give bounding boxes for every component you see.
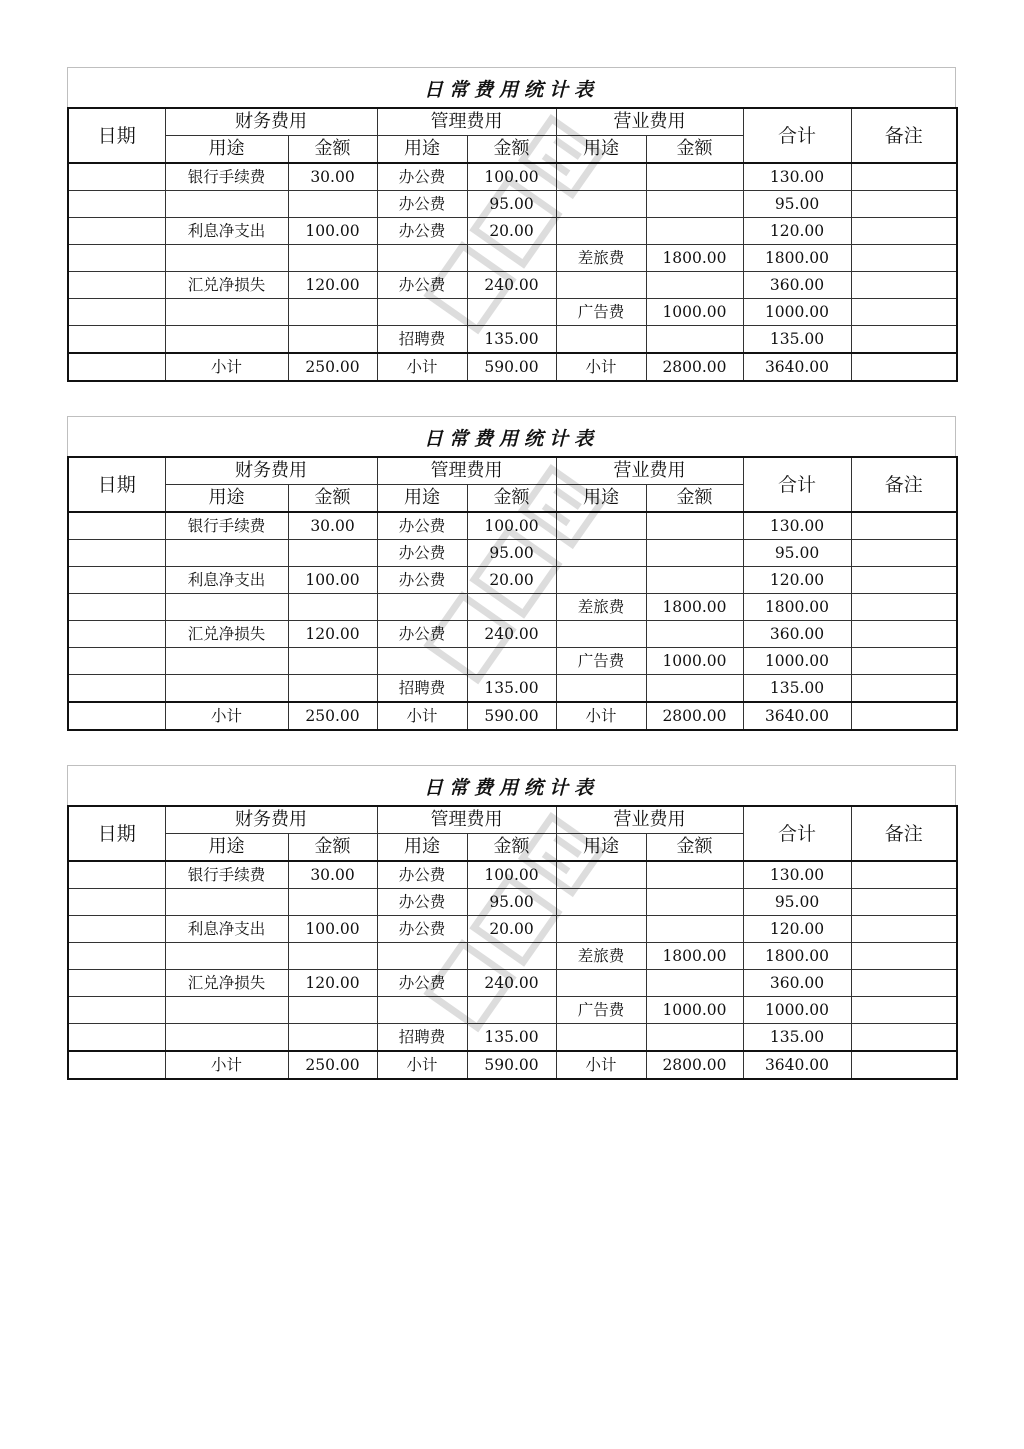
cell-management-use bbox=[377, 245, 467, 272]
table-row bbox=[68, 594, 957, 621]
cell-operating-use: 差旅费 bbox=[556, 245, 646, 272]
cell-management-use: 办公费 bbox=[377, 218, 467, 245]
cell-finance-amount: 30.00 bbox=[288, 512, 377, 540]
cell-management-subtotal-label: 小计 bbox=[377, 353, 467, 381]
cell-management-use: 办公费 bbox=[377, 191, 467, 218]
header-management-expense: 管理费用 bbox=[377, 108, 556, 136]
table-row bbox=[68, 861, 957, 889]
cell-management-use bbox=[377, 997, 467, 1024]
cell-management-use: 办公费 bbox=[377, 540, 467, 567]
cell-remark bbox=[851, 621, 957, 648]
cell-management-use bbox=[377, 299, 467, 326]
table-row bbox=[68, 299, 957, 326]
cell-remark bbox=[851, 997, 957, 1024]
cell-operating-amount bbox=[646, 675, 743, 703]
cell-operating-use bbox=[556, 326, 646, 354]
cell-finance-use bbox=[165, 191, 288, 218]
table-row bbox=[68, 943, 957, 970]
cell-management-subtotal-label: 小计 bbox=[377, 1051, 467, 1079]
cell-date bbox=[68, 916, 165, 943]
cell-finance-use: 银行手续费 bbox=[165, 163, 288, 191]
header-remark: 备注 bbox=[851, 108, 957, 163]
cell-total: 130.00 bbox=[743, 163, 851, 191]
cell-finance-amount bbox=[288, 191, 377, 218]
cell-finance-subtotal: 250.00 bbox=[288, 702, 377, 730]
cell-operating-use bbox=[556, 191, 646, 218]
cell-grand-total: 3640.00 bbox=[743, 353, 851, 381]
cell-finance-amount: 100.00 bbox=[288, 916, 377, 943]
cell-total: 1800.00 bbox=[743, 594, 851, 621]
cell-finance-amount bbox=[288, 997, 377, 1024]
cell-finance-amount: 100.00 bbox=[288, 567, 377, 594]
cell-remark bbox=[851, 191, 957, 218]
cell-remark bbox=[851, 702, 957, 730]
cell-operating-use bbox=[556, 621, 646, 648]
cell-remark bbox=[851, 861, 957, 889]
header-finance-use: 用途 bbox=[165, 136, 288, 164]
cell-management-subtotal: 590.00 bbox=[467, 1051, 556, 1079]
table-row bbox=[68, 648, 957, 675]
cell-management-subtotal-label: 小计 bbox=[377, 702, 467, 730]
cell-finance-use bbox=[165, 943, 288, 970]
cell-remark bbox=[851, 1051, 957, 1079]
cell-management-amount: 100.00 bbox=[467, 861, 556, 889]
cell-management-amount: 95.00 bbox=[467, 889, 556, 916]
cell-operating-use bbox=[556, 889, 646, 916]
cell-operating-amount bbox=[646, 861, 743, 889]
cell-total: 135.00 bbox=[743, 1024, 851, 1052]
cell-operating-use bbox=[556, 567, 646, 594]
subtotal-row bbox=[68, 1051, 957, 1079]
subtotal-row bbox=[68, 353, 957, 381]
table-row bbox=[68, 1024, 957, 1052]
cell-total: 360.00 bbox=[743, 621, 851, 648]
cell-operating-amount bbox=[646, 218, 743, 245]
cell-total: 120.00 bbox=[743, 916, 851, 943]
cell-operating-subtotal: 2800.00 bbox=[646, 702, 743, 730]
cell-finance-subtotal-label: 小计 bbox=[165, 353, 288, 381]
cell-operating-amount bbox=[646, 326, 743, 354]
cell-management-use: 办公费 bbox=[377, 916, 467, 943]
sheet-title: 日常费用统计表 bbox=[67, 416, 956, 456]
cell-operating-use bbox=[556, 512, 646, 540]
cell-management-use: 办公费 bbox=[377, 272, 467, 299]
cell-finance-use bbox=[165, 245, 288, 272]
cell-operating-amount: 1000.00 bbox=[646, 997, 743, 1024]
cell-operating-use bbox=[556, 272, 646, 299]
cell-finance-amount bbox=[288, 943, 377, 970]
cell-operating-use: 广告费 bbox=[556, 299, 646, 326]
cell-finance-amount bbox=[288, 1024, 377, 1052]
header-management-amount: 金额 bbox=[467, 136, 556, 164]
cell-total: 1000.00 bbox=[743, 299, 851, 326]
cell-date bbox=[68, 621, 165, 648]
cell-finance-amount: 120.00 bbox=[288, 272, 377, 299]
cell-operating-subtotal-label: 小计 bbox=[556, 1051, 646, 1079]
cell-operating-use: 差旅费 bbox=[556, 943, 646, 970]
cell-date bbox=[68, 702, 165, 730]
cell-management-amount: 95.00 bbox=[467, 540, 556, 567]
header-total: 合计 bbox=[743, 108, 851, 163]
cell-management-amount: 20.00 bbox=[467, 916, 556, 943]
cell-management-use: 办公费 bbox=[377, 889, 467, 916]
cell-date bbox=[68, 540, 165, 567]
cell-finance-subtotal-label: 小计 bbox=[165, 702, 288, 730]
subtotal-row bbox=[68, 702, 957, 730]
table-row bbox=[68, 970, 957, 997]
cell-date bbox=[68, 889, 165, 916]
cell-total: 1000.00 bbox=[743, 997, 851, 1024]
cell-date bbox=[68, 326, 165, 354]
table-row bbox=[68, 567, 957, 594]
cell-total: 360.00 bbox=[743, 272, 851, 299]
cell-finance-amount: 120.00 bbox=[288, 621, 377, 648]
cell-total: 95.00 bbox=[743, 540, 851, 567]
header-management-expense: 管理费用 bbox=[377, 806, 556, 834]
header-operating-amount: 金额 bbox=[646, 136, 743, 164]
cell-finance-amount bbox=[288, 245, 377, 272]
cell-operating-amount: 1000.00 bbox=[646, 299, 743, 326]
cell-operating-amount: 1800.00 bbox=[646, 594, 743, 621]
cell-date bbox=[68, 272, 165, 299]
header-operating-use: 用途 bbox=[556, 485, 646, 513]
header-finance-expense: 财务费用 bbox=[165, 108, 377, 136]
header-operating-amount: 金额 bbox=[646, 834, 743, 862]
cell-remark bbox=[851, 299, 957, 326]
expense-table bbox=[67, 456, 958, 731]
cell-operating-amount bbox=[646, 512, 743, 540]
cell-remark bbox=[851, 675, 957, 703]
table-row bbox=[68, 889, 957, 916]
cell-management-amount: 240.00 bbox=[467, 621, 556, 648]
header-management-amount: 金额 bbox=[467, 485, 556, 513]
cell-management-amount: 135.00 bbox=[467, 326, 556, 354]
cell-management-amount bbox=[467, 943, 556, 970]
header-management-amount: 金额 bbox=[467, 834, 556, 862]
header-finance-amount: 金额 bbox=[288, 485, 377, 513]
cell-finance-use bbox=[165, 594, 288, 621]
cell-management-amount: 20.00 bbox=[467, 218, 556, 245]
cell-finance-amount: 30.00 bbox=[288, 861, 377, 889]
header-total: 合计 bbox=[743, 457, 851, 512]
cell-operating-use bbox=[556, 218, 646, 245]
header-total: 合计 bbox=[743, 806, 851, 861]
cell-management-amount bbox=[467, 997, 556, 1024]
cell-finance-amount bbox=[288, 889, 377, 916]
table-row bbox=[68, 245, 957, 272]
cell-remark bbox=[851, 163, 957, 191]
cell-remark bbox=[851, 272, 957, 299]
header-operating-use: 用途 bbox=[556, 834, 646, 862]
cell-total: 1000.00 bbox=[743, 648, 851, 675]
cell-finance-use bbox=[165, 889, 288, 916]
table-row bbox=[68, 326, 957, 354]
cell-remark bbox=[851, 353, 957, 381]
cell-management-use: 招聘费 bbox=[377, 675, 467, 703]
cell-remark bbox=[851, 540, 957, 567]
cell-management-amount: 100.00 bbox=[467, 512, 556, 540]
cell-remark bbox=[851, 1024, 957, 1052]
cell-date bbox=[68, 245, 165, 272]
header-finance-amount: 金额 bbox=[288, 136, 377, 164]
cell-operating-use bbox=[556, 1024, 646, 1052]
cell-finance-use: 利息净支出 bbox=[165, 218, 288, 245]
cell-finance-subtotal-label: 小计 bbox=[165, 1051, 288, 1079]
header-management-use: 用途 bbox=[377, 485, 467, 513]
cell-finance-use bbox=[165, 299, 288, 326]
cell-operating-amount bbox=[646, 916, 743, 943]
cell-management-subtotal: 590.00 bbox=[467, 702, 556, 730]
cell-date bbox=[68, 648, 165, 675]
cell-remark bbox=[851, 916, 957, 943]
cell-operating-amount: 1000.00 bbox=[646, 648, 743, 675]
header-operating-amount: 金额 bbox=[646, 485, 743, 513]
cell-management-use: 招聘费 bbox=[377, 326, 467, 354]
cell-finance-amount bbox=[288, 648, 377, 675]
header-finance-use: 用途 bbox=[165, 834, 288, 862]
table-row bbox=[68, 675, 957, 703]
cell-operating-amount bbox=[646, 621, 743, 648]
header-operating-use: 用途 bbox=[556, 136, 646, 164]
expense-sheet-1 bbox=[67, 67, 956, 382]
cell-finance-amount: 120.00 bbox=[288, 970, 377, 997]
cell-finance-amount bbox=[288, 299, 377, 326]
cell-finance-subtotal: 250.00 bbox=[288, 1051, 377, 1079]
cell-operating-subtotal: 2800.00 bbox=[646, 1051, 743, 1079]
cell-operating-use bbox=[556, 540, 646, 567]
cell-management-amount: 135.00 bbox=[467, 1024, 556, 1052]
header-remark: 备注 bbox=[851, 457, 957, 512]
cell-total: 135.00 bbox=[743, 326, 851, 354]
cell-operating-use bbox=[556, 675, 646, 703]
header-finance-use: 用途 bbox=[165, 485, 288, 513]
cell-management-use: 办公费 bbox=[377, 861, 467, 889]
cell-remark bbox=[851, 218, 957, 245]
cell-finance-use: 汇兑净损失 bbox=[165, 970, 288, 997]
cell-management-use: 办公费 bbox=[377, 970, 467, 997]
cell-management-use: 招聘费 bbox=[377, 1024, 467, 1052]
cell-date bbox=[68, 1051, 165, 1079]
cell-remark bbox=[851, 594, 957, 621]
cell-operating-subtotal-label: 小计 bbox=[556, 702, 646, 730]
header-date: 日期 bbox=[68, 108, 165, 163]
cell-operating-amount bbox=[646, 540, 743, 567]
table-row bbox=[68, 512, 957, 540]
header-operating-expense: 营业费用 bbox=[556, 457, 743, 485]
cell-finance-amount: 30.00 bbox=[288, 163, 377, 191]
cell-date bbox=[68, 997, 165, 1024]
cell-total: 135.00 bbox=[743, 675, 851, 703]
header-date: 日期 bbox=[68, 457, 165, 512]
cell-remark bbox=[851, 326, 957, 354]
cell-operating-use bbox=[556, 163, 646, 191]
expense-table bbox=[67, 107, 958, 382]
header-operating-expense: 营业费用 bbox=[556, 108, 743, 136]
header-management-expense: 管理费用 bbox=[377, 457, 556, 485]
cell-remark bbox=[851, 512, 957, 540]
cell-management-amount bbox=[467, 245, 556, 272]
header-finance-expense: 财务费用 bbox=[165, 457, 377, 485]
cell-remark bbox=[851, 567, 957, 594]
cell-date bbox=[68, 1024, 165, 1052]
header-finance-expense: 财务费用 bbox=[165, 806, 377, 834]
expense-sheet-3 bbox=[67, 765, 956, 1080]
cell-remark bbox=[851, 943, 957, 970]
cell-date bbox=[68, 943, 165, 970]
cell-finance-use: 利息净支出 bbox=[165, 567, 288, 594]
cell-remark bbox=[851, 245, 957, 272]
cell-total: 1800.00 bbox=[743, 943, 851, 970]
cell-operating-amount bbox=[646, 567, 743, 594]
cell-operating-amount bbox=[646, 191, 743, 218]
cell-finance-use: 利息净支出 bbox=[165, 916, 288, 943]
cell-management-amount bbox=[467, 648, 556, 675]
cell-operating-amount bbox=[646, 970, 743, 997]
cell-total: 130.00 bbox=[743, 512, 851, 540]
cell-finance-amount bbox=[288, 540, 377, 567]
cell-date bbox=[68, 861, 165, 889]
cell-finance-amount bbox=[288, 675, 377, 703]
cell-date bbox=[68, 191, 165, 218]
cell-management-amount: 240.00 bbox=[467, 272, 556, 299]
cell-management-use: 办公费 bbox=[377, 163, 467, 191]
cell-finance-use bbox=[165, 326, 288, 354]
cell-management-use: 办公费 bbox=[377, 567, 467, 594]
header-date: 日期 bbox=[68, 806, 165, 861]
cell-operating-amount bbox=[646, 889, 743, 916]
cell-management-amount: 240.00 bbox=[467, 970, 556, 997]
cell-total: 95.00 bbox=[743, 889, 851, 916]
header-operating-expense: 营业费用 bbox=[556, 806, 743, 834]
cell-finance-use bbox=[165, 675, 288, 703]
expense-sheet-2 bbox=[67, 416, 956, 731]
table-row bbox=[68, 540, 957, 567]
header-finance-amount: 金额 bbox=[288, 834, 377, 862]
cell-management-amount bbox=[467, 299, 556, 326]
cell-finance-amount: 100.00 bbox=[288, 218, 377, 245]
cell-management-use bbox=[377, 648, 467, 675]
header-remark: 备注 bbox=[851, 806, 957, 861]
cell-operating-use: 差旅费 bbox=[556, 594, 646, 621]
cell-operating-amount: 1800.00 bbox=[646, 245, 743, 272]
cell-management-use bbox=[377, 943, 467, 970]
sheet-title: 日常费用统计表 bbox=[67, 67, 956, 107]
cell-date bbox=[68, 512, 165, 540]
cell-operating-amount: 1800.00 bbox=[646, 943, 743, 970]
cell-total: 130.00 bbox=[743, 861, 851, 889]
cell-finance-use: 银行手续费 bbox=[165, 861, 288, 889]
cell-finance-use bbox=[165, 997, 288, 1024]
cell-management-use: 办公费 bbox=[377, 512, 467, 540]
table-row bbox=[68, 191, 957, 218]
cell-management-use: 办公费 bbox=[377, 621, 467, 648]
cell-total: 95.00 bbox=[743, 191, 851, 218]
cell-finance-amount bbox=[288, 594, 377, 621]
cell-operating-subtotal-label: 小计 bbox=[556, 353, 646, 381]
cell-date bbox=[68, 970, 165, 997]
cell-remark bbox=[851, 648, 957, 675]
cell-date bbox=[68, 675, 165, 703]
cell-grand-total: 3640.00 bbox=[743, 1051, 851, 1079]
table-row bbox=[68, 621, 957, 648]
cell-total: 120.00 bbox=[743, 218, 851, 245]
cell-grand-total: 3640.00 bbox=[743, 702, 851, 730]
cell-operating-use bbox=[556, 861, 646, 889]
cell-date bbox=[68, 299, 165, 326]
cell-operating-amount bbox=[646, 163, 743, 191]
cell-remark bbox=[851, 970, 957, 997]
cell-operating-subtotal: 2800.00 bbox=[646, 353, 743, 381]
cell-management-amount: 135.00 bbox=[467, 675, 556, 703]
cell-finance-use bbox=[165, 540, 288, 567]
cell-finance-use: 汇兑净损失 bbox=[165, 621, 288, 648]
cell-finance-amount bbox=[288, 326, 377, 354]
cell-date bbox=[68, 594, 165, 621]
cell-total: 1800.00 bbox=[743, 245, 851, 272]
table-row bbox=[68, 272, 957, 299]
table-row bbox=[68, 163, 957, 191]
cell-date bbox=[68, 218, 165, 245]
cell-operating-use bbox=[556, 916, 646, 943]
header-management-use: 用途 bbox=[377, 136, 467, 164]
cell-management-use bbox=[377, 594, 467, 621]
cell-total: 360.00 bbox=[743, 970, 851, 997]
cell-finance-subtotal: 250.00 bbox=[288, 353, 377, 381]
sheet-title: 日常费用统计表 bbox=[67, 765, 956, 805]
cell-operating-use: 广告费 bbox=[556, 997, 646, 1024]
cell-finance-use bbox=[165, 1024, 288, 1052]
cell-management-amount bbox=[467, 594, 556, 621]
cell-management-amount: 100.00 bbox=[467, 163, 556, 191]
cell-operating-use: 广告费 bbox=[556, 648, 646, 675]
cell-management-subtotal: 590.00 bbox=[467, 353, 556, 381]
table-row bbox=[68, 916, 957, 943]
header-management-use: 用途 bbox=[377, 834, 467, 862]
cell-date bbox=[68, 163, 165, 191]
cell-finance-use: 汇兑净损失 bbox=[165, 272, 288, 299]
cell-operating-amount bbox=[646, 272, 743, 299]
cell-finance-use bbox=[165, 648, 288, 675]
cell-remark bbox=[851, 889, 957, 916]
cell-operating-amount bbox=[646, 1024, 743, 1052]
cell-date bbox=[68, 567, 165, 594]
cell-operating-use bbox=[556, 970, 646, 997]
table-row bbox=[68, 997, 957, 1024]
expense-table bbox=[67, 805, 958, 1080]
cell-management-amount: 95.00 bbox=[467, 191, 556, 218]
cell-total: 120.00 bbox=[743, 567, 851, 594]
cell-date bbox=[68, 353, 165, 381]
cell-finance-use: 银行手续费 bbox=[165, 512, 288, 540]
cell-management-amount: 20.00 bbox=[467, 567, 556, 594]
table-row bbox=[68, 218, 957, 245]
